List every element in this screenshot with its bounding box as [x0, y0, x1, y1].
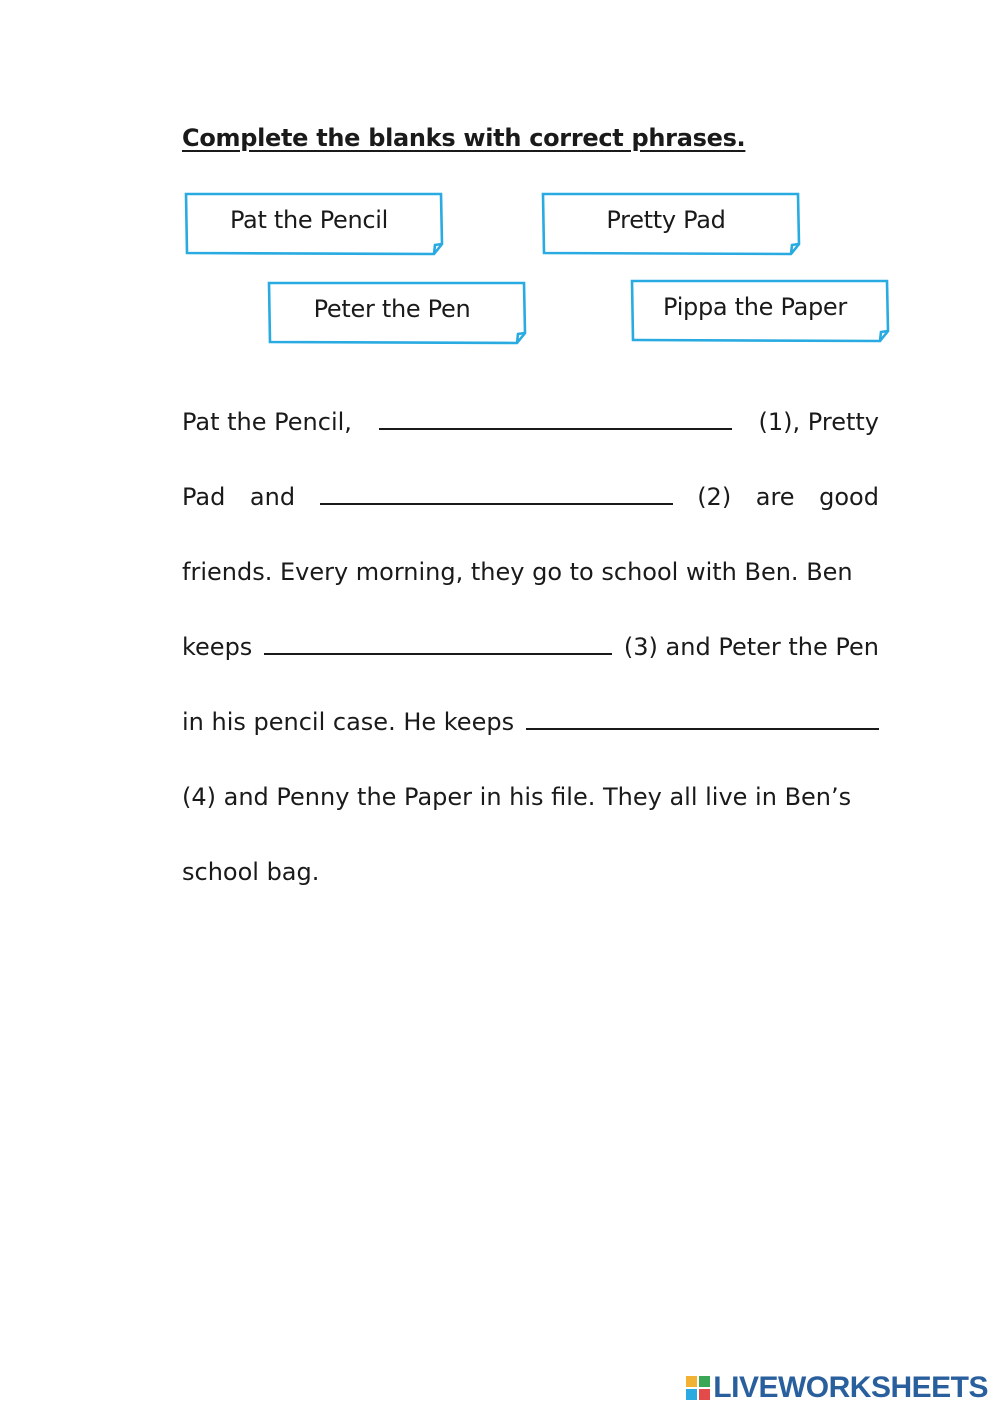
passage-text: and [249, 483, 296, 511]
passage-line-1 [182, 404, 879, 440]
passage-line-3 [182, 554, 879, 590]
passage-line-7 [182, 854, 879, 890]
blank-3[interactable] [264, 653, 612, 655]
passage-line-5 [182, 704, 879, 740]
liveworksheets-logo [686, 1371, 988, 1405]
logo-text: LIVEWORKSHEETS [713, 1371, 988, 1404]
word-card-pat-the-pencil [184, 192, 442, 254]
instruction-heading: Complete the blanks with correct phrases. [182, 124, 746, 152]
logo-blocks-icon [686, 1376, 710, 1400]
passage-text: keeps [182, 633, 253, 661]
passage-line-6 [182, 779, 879, 815]
blank-2[interactable] [320, 503, 673, 505]
passage-text: (4) and Penny the Paper in his file. They all live in Ben’s [182, 783, 852, 811]
word-card-pippa-the-paper [630, 279, 888, 341]
passage-text: are [755, 483, 795, 511]
word-card-peter-the-pen [267, 281, 525, 343]
blank-1[interactable] [379, 428, 732, 430]
passage-text: (2) [697, 483, 732, 511]
word-card-label: Pippa the Paper [663, 293, 847, 321]
word-card-label: Pretty Pad [606, 206, 726, 234]
passage-line-2 [182, 479, 879, 515]
passage-text: Pad [182, 483, 226, 511]
passage-text: good [819, 483, 879, 511]
blank-4[interactable] [526, 728, 879, 730]
word-card-label: Peter the Pen [313, 295, 471, 323]
passage-text: (1), Pretty [758, 408, 879, 436]
passage-text: Pat the Pencil, [182, 408, 352, 436]
word-card-label: Pat the Pencil [229, 206, 389, 234]
word-card-pretty-pad [541, 192, 799, 254]
passage-text: school bag. [182, 858, 320, 886]
passage-text: (3) and Peter the Pen [623, 633, 879, 661]
passage-text: friends. Every morning, they go to school with Ben. Ben [182, 558, 853, 586]
passage-text: in his pencil case. He keeps [182, 708, 515, 736]
passage-line-4 [182, 629, 879, 665]
